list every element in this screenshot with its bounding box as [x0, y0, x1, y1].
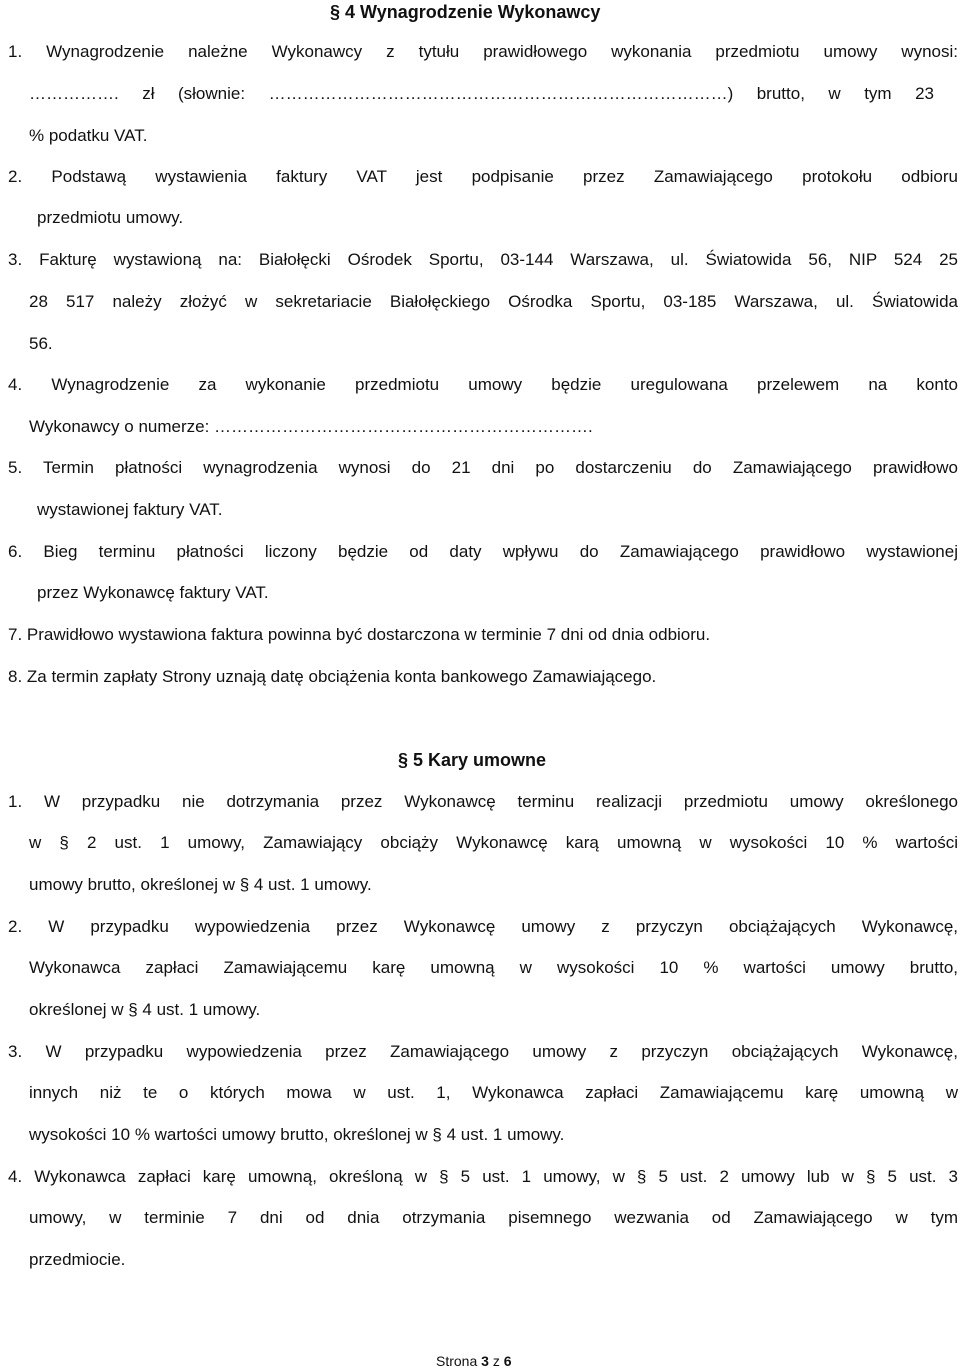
section-4-line: Wykonawcy o numerze: ………………………………………………………….: [29, 417, 593, 436]
footer-total-pages: 6: [503, 1353, 512, 1369]
section-4-line: 1. Wynagrodzenie należne Wykonawcy z tytułu prawidłowego wykonania przedmiotu umowy wynosi:: [8, 42, 958, 61]
section-5-line: wysokości 10 % wartości umowy brutto, określonej w § 4 ust. 1 umowy.: [29, 1125, 565, 1144]
footer-prefix: Strona: [436, 1353, 478, 1369]
section-4-line: 2. Podstawą wystawienia faktury VAT jest podpisanie przez Zamawiającego protokołu odbioru: [8, 167, 958, 186]
section-5-line: 2. W przypadku wypowiedzenia przez Wykonawcę umowy z przyczyn obciążających Wykonawcę,: [8, 917, 958, 936]
section-4-line: 7. Prawidłowo wystawiona faktura powinna być dostarczona w terminie 7 dni od dnia odbioru.: [8, 625, 711, 644]
section-5-line: 4. Wykonawca zapłaci karę umowną, określoną w § 5 ust. 1 umowy, w § 5 ust. 2 umowy lub w § 5 ust. 3: [8, 1167, 958, 1186]
section-5-line: 1. W przypadku nie dotrzymania przez Wykonawcę terminu realizacji przedmiotu umowy określonego: [8, 792, 958, 811]
footer-current-page: 3: [481, 1353, 489, 1369]
section-4-line: ……………. zł (słownie: ………………………………………………………………………) brutto, w tym 23: [29, 84, 934, 103]
section-4-heading: § 4 Wynagrodzenie Wykonawcy: [330, 2, 601, 22]
section-5-line: przedmiocie.: [29, 1250, 126, 1269]
section-5-line: określonej w § 4 ust. 1 umowy.: [29, 1000, 261, 1019]
section-5-line: 3. W przypadku wypowiedzenia przez Zamawiającego umowy z przyczyn obciążających Wykonawcę,: [8, 1042, 958, 1061]
footer-separator: z: [492, 1353, 500, 1369]
section-4-line: 3. Fakturę wystawioną na: Białołęcki Ośrodek Sportu, 03-144 Warszawa, ul. Światowida 56, NIP 524 25: [8, 250, 958, 269]
section-4-line: przedmiotu umowy.: [37, 208, 184, 227]
section-4-line: 4. Wynagrodzenie za wykonanie przedmiotu umowy będzie uregulowana przelewem na konto: [8, 375, 958, 394]
section-5-line: innych niż te o których mowa w ust. 1, Wykonawca zapłaci Zamawiającemu karę umowną w: [29, 1083, 958, 1102]
section-5-line: w § 2 ust. 1 umowy, Zamawiający obciąży Wykonawcę karą umowną w wysokości 10 % wartości: [29, 833, 958, 852]
section-5-line: umowy, w terminie 7 dni od dnia otrzymania pisemnego wezwania od Zamawiającego w tym: [29, 1208, 958, 1227]
section-4-line: 28 517 należy złożyć w sekretariacie Białołęckiego Ośrodka Sportu, 03-185 Warszawa, ul. Światowida: [29, 292, 958, 311]
section-4-line: % podatku VAT.: [29, 126, 148, 145]
section-4-line: wystawionej faktury VAT.: [37, 500, 223, 519]
page-number-footer: [436, 1350, 512, 1372]
section-4-line: 6. Bieg terminu płatności liczony będzie od daty wpływu do Zamawiającego prawidłowo wystawionej: [8, 542, 958, 561]
section-5-heading: § 5 Kary umowne: [398, 750, 547, 770]
section-4-line: 56.: [29, 334, 53, 353]
section-4-line: przez Wykonawcę faktury VAT.: [37, 583, 269, 602]
section-4-line: 8. Za termin zapłaty Strony uznają datę obciążenia konta bankowego Zamawiającego.: [8, 667, 657, 686]
section-5-line: Wykonawca zapłaci Zamawiającemu karę umowną w wysokości 10 % wartości umowy brutto,: [29, 958, 958, 977]
section-4-line: 5. Termin płatności wynagrodzenia wynosi do 21 dni po dostarczeniu do Zamawiającego prawidłowo: [8, 458, 958, 477]
section-5-line: umowy brutto, określonej w § 4 ust. 1 umowy.: [29, 875, 372, 894]
